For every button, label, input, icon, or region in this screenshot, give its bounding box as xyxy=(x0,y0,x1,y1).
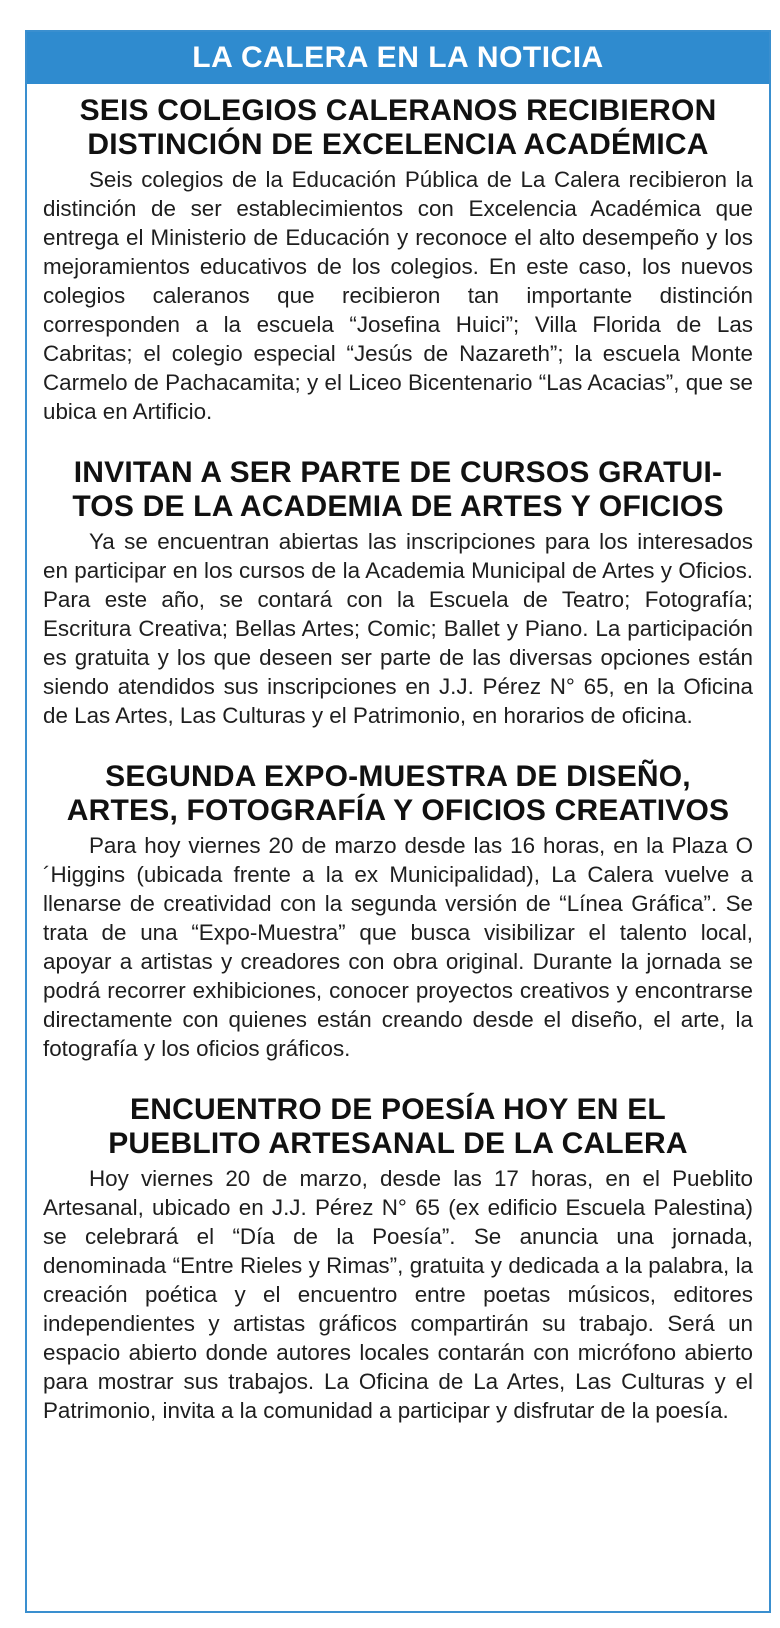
articles-container xyxy=(27,84,769,1425)
article-headline xyxy=(43,1093,753,1161)
section-title: LA CALERA EN LA NOTICIA xyxy=(192,41,604,74)
article-body: Seis colegios de la Educación Pública de La Calera recibieron la distinción de ser establecimientos con Excelencia Académica que entrega el Ministerio de Educación y reconoce el alto desempeño y los mejoramientos educativos de los colegios. En este caso, los nuevos colegios caleranos que recibieron tan importante distinción corresponden a la escuela “Josefina Huici”; Villa Florida de Las Cabritas; el colegio especial “Jesús de Nazareth”; la escuela Monte Carmelo de Pachacamita; y el Liceo Bicentenario “Las Acacias”, que se ubica en Artificio. xyxy=(43,167,753,424)
section-banner xyxy=(27,32,769,84)
article-body: Hoy viernes 20 de marzo, desde las 17 horas, en el Pueblito Artesanal, ubicado en J.J. Pérez N° 65 (ex edificio Escuela Palestina) se celebrará el “Día de la Poesía”. Se anuncia una jornada, denominada “Entre Rieles y Rimas”, gratuita y dedicada a la palabra, la creación poética y el encuentro entre poetas músicos, editores independientes y artistas gráficos compartirán su trabajo. Será un espacio abierto donde autores locales contarán con micrófono abierto para mostrar sus trabajos. La Oficina de La Artes, Las Culturas y el Patrimonio, invita a la comunidad a participar y disfrutar de la poesía. xyxy=(43,1166,753,1423)
article-headline xyxy=(43,456,753,524)
article-headline xyxy=(43,760,753,828)
headline-line: ENCUENTRO DE POESÍA HOY EN EL xyxy=(130,1093,666,1126)
headline-line: INVITAN A SER PARTE DE CURSOS GRATUI- xyxy=(73,456,723,489)
article-encuentro-poesia xyxy=(43,1093,753,1425)
article-expo-muestra xyxy=(43,760,753,1063)
article-excelencia-academica xyxy=(43,94,753,426)
article-body: Para hoy viernes 20 de marzo desde las 16 horas, en la Plaza O´Higgins (ubicada frente a la ex Municipalidad), La Calera vuelve a llenarse de creatividad con la segunda versión de “Línea Gráfica”. Se trata de una “Expo-Muestra” que busca visibilizar el talento local, apoyar a artistas y creadores con obra original. Durante la jornada se podrá recorrer exhibiciones, conocer proyectos creativos y encontrarse directamente con quienes están creando desde el diseño, el arte, la fotografía y los oficios gráficos. xyxy=(43,833,753,1061)
headline-line: PUEBLITO ARTESANAL DE LA CALERA xyxy=(108,1127,688,1160)
headline-line: TOS DE LA ACADEMIA DE ARTES Y OFICIOS xyxy=(72,490,724,523)
article-cursos-gratuitos xyxy=(43,456,753,730)
article-headline xyxy=(43,94,753,162)
headline-line: ARTES, FOTOGRAFÍA Y OFICIOS CREATIVOS xyxy=(66,794,730,827)
headline-line: DISTINCIÓN DE EXCELENCIA ACADÉMICA xyxy=(87,128,709,161)
article-body: Ya se encuentran abiertas las inscripciones para los interesados en participar en los cursos de la Academia Municipal de Artes y Oficios. Para este año, se contará con la Escuela de Teatro; Fotografía; Escritura Creativa; Bellas Artes; Comic; Ballet y Piano. La participación es gratuita y los que deseen ser parte de las diversas opciones están siendo atendidos sus inscripciones en J.J. Pérez N° 65, en la Oficina de Las Artes, Las Culturas y el Patrimonio, en horarios de oficina. xyxy=(43,529,753,728)
headline-line: SEGUNDA EXPO-MUESTRA DE DISEÑO, xyxy=(105,760,691,793)
news-section-frame xyxy=(25,30,771,1613)
headline-line: SEIS COLEGIOS CALERANOS RECIBIERON xyxy=(79,94,717,127)
